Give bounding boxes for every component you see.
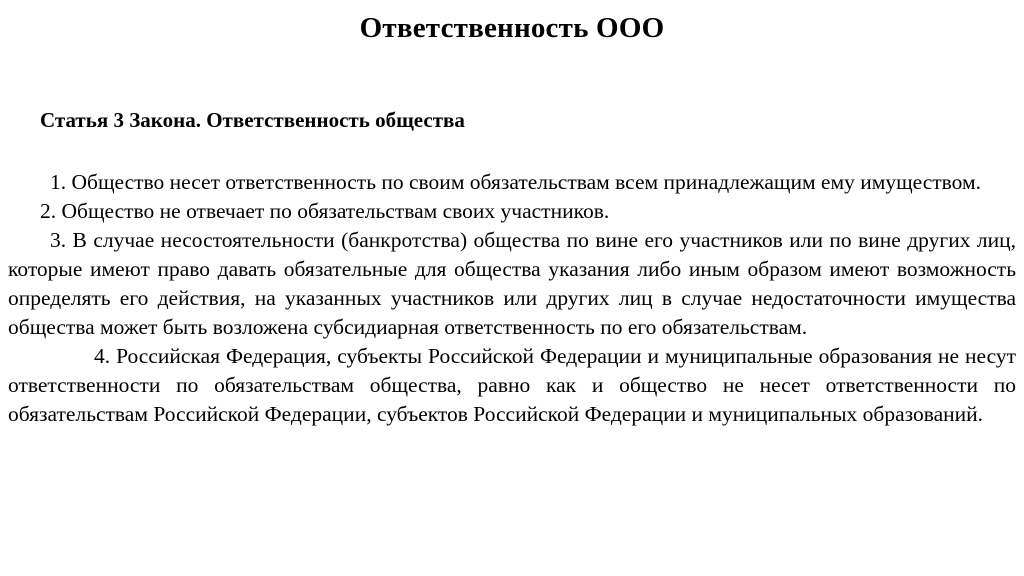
paragraph-1: 1. Общество несет ответственность по своим обязательствам всем принадлежащим ему имуществом. <box>50 170 981 194</box>
paragraph-4: 4. Российская Федерация, субъекты Российской Федерации и муниципальные образования не несут ответственности по обязательствам общества, равно как и общество не несет ответственности по обязательствам Российской Федерации, субъектов Российской Федерации и муниципальных образований. <box>8 344 1016 426</box>
slide-title: Ответственность ООО <box>359 12 665 44</box>
paragraph-2: 2. Общество не отвечает по обязательствам своих участников. <box>40 199 610 223</box>
article-heading: Статья 3 Закона. Ответственность общества <box>40 108 465 132</box>
article-body <box>8 168 1016 429</box>
paragraph-3: 3. В случае несостоятельности (банкротства) общества по вине его участников или по вине других лиц, которые имеют право давать обязательные для общества указания либо иным образом имеют возможность определять его действия, на указанных участников или других лиц в случае недостаточности имущества общества может быть возложена субсидиарная ответственность по его обязательствам. <box>8 228 1016 339</box>
